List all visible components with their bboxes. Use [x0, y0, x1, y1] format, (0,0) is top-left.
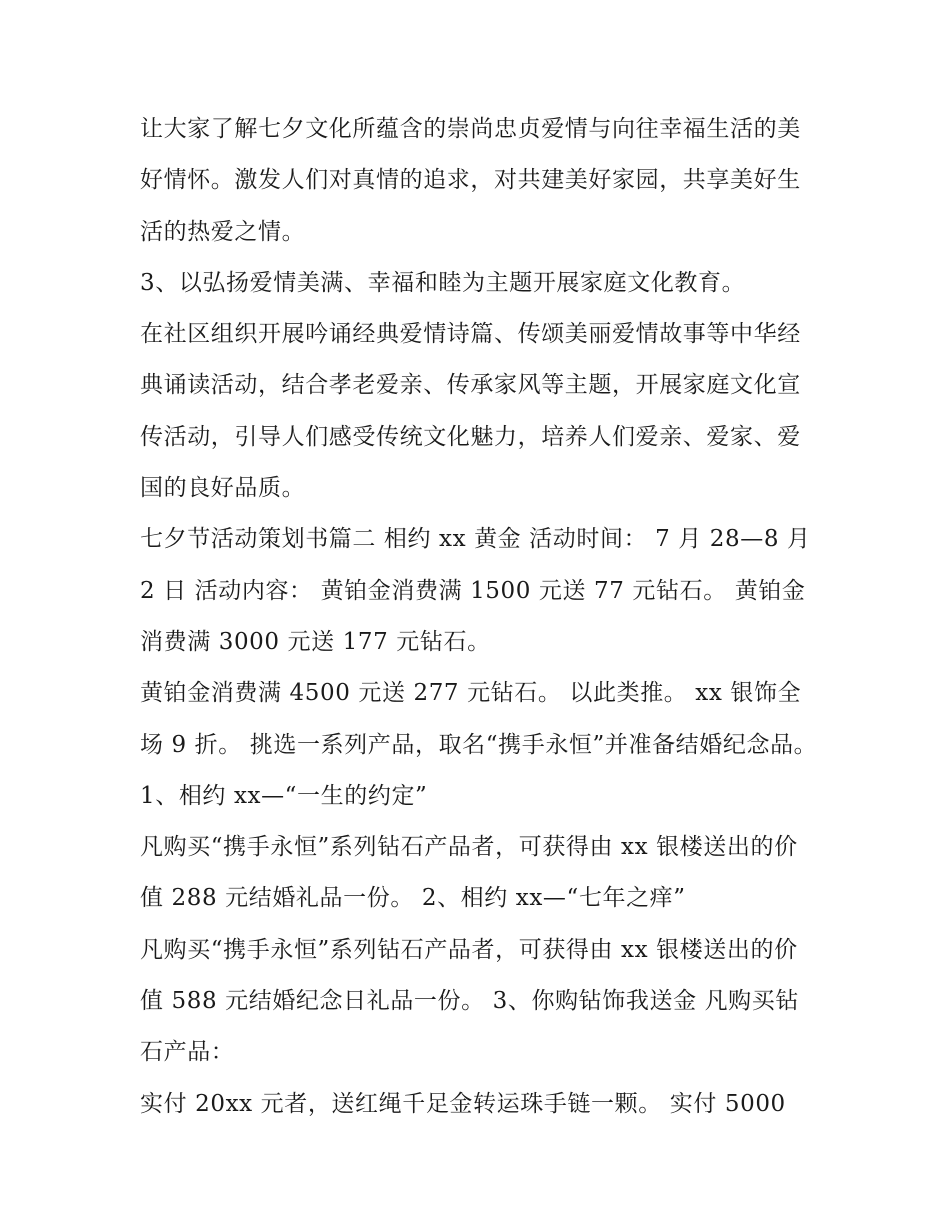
paragraph-culture-intro: 让大家了解七夕文化所蕴含的崇尚忠贞爱情与向往幸福生活的美好情怀。激发人们对真情的追求，对共建美好家园，共享美好生活的热爱之情。: [140, 116, 801, 245]
paragraph-item-1-heading: 1、相约 xx—“一生的约定”: [140, 782, 428, 809]
paragraph-gift-288: 凡购买“携手永恒”系列钻石产品者，可获得由 xx 银楼送出的价值 288 元结婚礼品一份。 2、相约 xx—“七年之痒”: [140, 834, 798, 912]
paragraph-gold-bracelet: 实付 20xx 元者，送红绳千足金转运珠手链一颗。 实付 5000: [140, 1090, 786, 1117]
paragraph-community-activities: 在社区组织开展吟诵经典爱情诗篇、传颂美丽爱情故事等中华经典诵读活动，结合孝老爱亲、传承家风等主题，开展家庭文化宣传活动，引导人们感受传统文化魅力，培养人们爱亲、爱家、爱国的良好品质。: [140, 321, 801, 502]
document-body: [140, 104, 820, 1130]
paragraph-promotion-details: 黄铂金消费满 4500 元送 277 元钻石。 以此类推。 xx 银饰全场 9 折。 挑选一系列产品，取名“携手永恒”并准备结婚纪念品。: [140, 680, 818, 758]
paragraph-plan-two-intro: 七夕节活动策划书篇二 相约 xx 黄金 活动时间： 7 月 28—8 月 2 日 活动内容： 黄铂金消费满 1500 元送 77 元钻石。 黄铂金消费满 3000 元送 177 元钻石。: [140, 526, 819, 655]
paragraph-gift-588: 凡购买“携手永恒”系列钻石产品者，可获得由 xx 银楼送出的价值 588 元结婚纪念日礼品一份。 3、你购钻饰我送金 凡购买钻石产品：: [140, 936, 799, 1066]
paragraph-item-3-heading: 3、以弘扬爱情美满、幸福和睦为主题开展家庭文化教育。: [140, 269, 746, 296]
